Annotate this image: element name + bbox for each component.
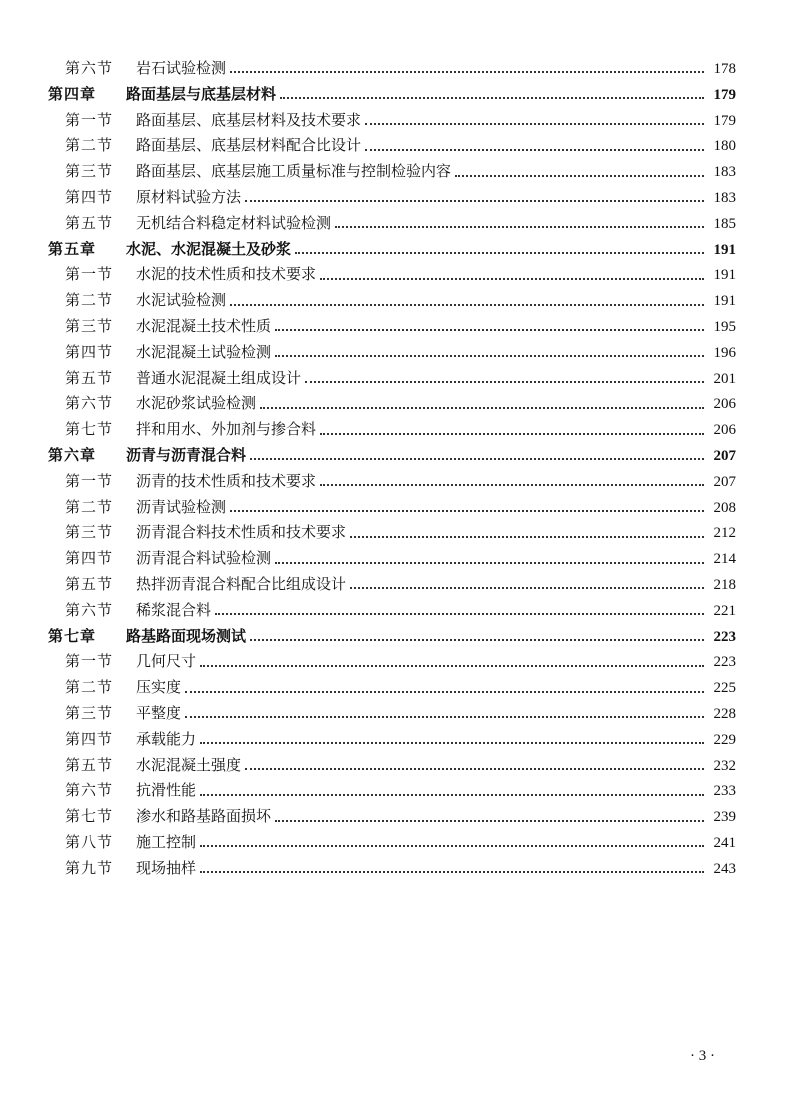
toc-chapter-entry[interactable]: [48, 82, 736, 108]
entry-title: 沥青试验检测: [136, 497, 227, 516]
entry-title: 水泥的技术性质和技术要求: [136, 265, 317, 284]
entry-page-number: 214: [713, 551, 736, 568]
toc-section-entry[interactable]: [48, 675, 736, 701]
dot-leader: [230, 509, 704, 512]
entry-number: 第五节: [65, 755, 114, 774]
dot-leader: [185, 690, 704, 693]
dot-leader: [200, 870, 704, 873]
entry-title: 平整度: [136, 703, 182, 722]
dot-leader: [335, 225, 704, 228]
entry-number: 第三节: [65, 316, 114, 335]
entry-page-number: 180: [713, 138, 736, 155]
entry-number: 第六节: [65, 394, 114, 413]
dot-leader: [280, 96, 704, 99]
dot-leader: [185, 715, 704, 718]
entry-page-number: 195: [713, 318, 736, 335]
entry-title: 水泥、水泥混凝土及砂浆: [126, 239, 292, 258]
dot-leader: [305, 380, 704, 383]
entry-number: 第五节: [65, 574, 114, 593]
dot-leader: [275, 354, 704, 357]
entry-page-number: 229: [713, 731, 736, 748]
dot-leader: [200, 741, 704, 744]
dot-leader: [365, 122, 704, 125]
entry-title: 渗水和路基路面损坏: [136, 807, 272, 826]
entry-title: 普通水泥混凝土组成设计: [136, 368, 302, 387]
toc-section-entry[interactable]: [48, 211, 736, 237]
dot-leader: [320, 483, 704, 486]
entry-title: 施工控制: [136, 832, 197, 851]
entry-page-number: 179: [713, 86, 736, 103]
dot-leader: [275, 819, 704, 822]
entry-number: 第二节: [65, 678, 114, 697]
entry-number: 第六章: [48, 445, 97, 464]
entry-page-number: 191: [713, 267, 736, 284]
entry-title: 承载能力: [136, 729, 197, 748]
toc-chapter-entry[interactable]: [48, 237, 736, 263]
entry-title: 压实度: [136, 678, 182, 697]
entry-title: 路面基层、底基层施工质量标准与控制检验内容: [136, 162, 452, 181]
dot-leader: [275, 561, 704, 564]
toc-chapter-entry[interactable]: [48, 443, 736, 469]
entry-number: 第六节: [65, 600, 114, 619]
dot-leader: [200, 793, 704, 796]
dot-leader: [200, 844, 704, 847]
toc-section-entry[interactable]: [48, 546, 736, 572]
entry-page-number: 191: [713, 241, 736, 258]
entry-page-number: 179: [713, 112, 736, 129]
toc-section-entry[interactable]: [48, 314, 736, 340]
entry-page-number: 228: [713, 705, 736, 722]
entry-number: 第五节: [65, 368, 114, 387]
toc-section-entry[interactable]: [48, 133, 736, 159]
entry-page-number: 201: [713, 370, 736, 387]
page-number: · 3 ·: [690, 1048, 715, 1064]
entry-number: 第一节: [65, 652, 114, 671]
toc-section-entry[interactable]: [48, 598, 736, 624]
dot-leader: [455, 174, 704, 177]
entry-page-number: 225: [713, 680, 736, 697]
entry-page-number: 223: [713, 654, 736, 671]
entry-title: 岩石试验检测: [136, 59, 227, 77]
entry-number: 第三节: [65, 703, 114, 722]
entry-page-number: 207: [713, 447, 736, 464]
dot-leader: [260, 406, 704, 409]
dot-leader: [250, 457, 704, 460]
entry-page-number: 206: [713, 422, 736, 439]
entry-number: 第三节: [65, 523, 114, 542]
toc-section-entry[interactable]: [48, 417, 736, 443]
toc-section-entry[interactable]: [48, 753, 736, 779]
dot-leader: [350, 535, 704, 538]
entry-page-number: 183: [713, 189, 736, 206]
entry-number: 第七节: [65, 420, 114, 439]
entry-number: 第四节: [65, 342, 114, 361]
entry-page-number: 191: [713, 293, 736, 310]
entry-page-number: 178: [713, 61, 736, 77]
toc-section-entry[interactable]: [48, 701, 736, 727]
entry-page-number: 233: [713, 783, 736, 800]
entry-number: 第七节: [65, 807, 114, 826]
toc-section-entry[interactable]: [48, 520, 736, 546]
entry-number: 第五章: [48, 239, 97, 258]
entry-number: 第二节: [65, 497, 114, 516]
toc-section-entry[interactable]: [48, 856, 736, 882]
entry-title: 水泥混凝土技术性质: [136, 316, 272, 335]
entry-page-number: 196: [713, 344, 736, 361]
entry-number: 第六节: [65, 59, 114, 77]
dot-leader: [230, 303, 704, 306]
dot-leader: [250, 638, 704, 641]
toc-section-entry[interactable]: [48, 288, 736, 314]
entry-page-number: 207: [713, 473, 736, 490]
dot-leader: [245, 767, 704, 770]
entry-number: 第五节: [65, 213, 114, 232]
dot-leader: [200, 664, 704, 667]
dot-leader: [215, 612, 704, 615]
toc-section-entry[interactable]: [48, 830, 736, 856]
entry-number: 第一节: [65, 265, 114, 284]
dot-leader: [320, 277, 704, 280]
entry-number: 第四节: [65, 729, 114, 748]
toc-section-entry[interactable]: [48, 804, 736, 830]
toc-section-entry[interactable]: [48, 108, 736, 134]
entry-number: 第八节: [65, 832, 114, 851]
toc-section-entry[interactable]: [48, 391, 736, 417]
toc-section-entry[interactable]: [48, 262, 736, 288]
entry-number: 第一节: [65, 110, 114, 129]
entry-page-number: 239: [713, 809, 736, 826]
toc-section-entry[interactable]: [48, 366, 736, 392]
toc-section-entry[interactable]: [48, 185, 736, 211]
dot-leader: [245, 199, 704, 202]
entry-title: 水泥混凝土强度: [136, 755, 242, 774]
entry-number: 第一节: [65, 471, 114, 490]
entry-title: 沥青混合料技术性质和技术要求: [136, 523, 347, 542]
entry-number: 第二节: [65, 291, 114, 310]
dot-leader: [295, 251, 704, 254]
entry-page-number: 208: [713, 499, 736, 516]
entry-page-number: 212: [713, 525, 736, 542]
toc-section-entry[interactable]: [48, 495, 736, 521]
entry-title: 抗滑性能: [136, 781, 197, 800]
entry-page-number: 206: [713, 396, 736, 413]
entry-page-number: 185: [713, 215, 736, 232]
entry-title: 水泥混凝土试验检测: [136, 342, 272, 361]
entry-page-number: 218: [713, 576, 736, 593]
entry-page-number: 221: [713, 602, 736, 619]
entry-number: 第四节: [65, 549, 114, 568]
entry-page-number: 232: [713, 757, 736, 774]
table-of-contents: [48, 56, 736, 882]
toc-section-entry[interactable]: [48, 727, 736, 753]
entry-number: 第七章: [48, 626, 97, 645]
entry-title: 稀浆混合料: [136, 600, 212, 619]
entry-title: 路基路面现场测试: [126, 626, 247, 645]
entry-title: 原材料试验方法: [136, 187, 242, 206]
dot-leader: [275, 328, 704, 331]
toc-section-entry[interactable]: [48, 340, 736, 366]
entry-title: 热拌沥青混合料配合比组成设计: [136, 574, 347, 593]
dot-leader: [230, 70, 704, 73]
entry-title: 水泥试验检测: [136, 291, 227, 310]
toc-section-entry[interactable]: [48, 469, 736, 495]
entry-page-number: 243: [713, 860, 736, 877]
entry-page-number: 183: [713, 164, 736, 181]
toc-chapter-entry[interactable]: [48, 624, 736, 650]
dot-leader: [350, 586, 704, 589]
entry-title: 路面基层、底基层材料及技术要求: [136, 110, 362, 129]
toc-section-entry[interactable]: [48, 56, 736, 82]
entry-title: 无机结合料稳定材料试验检测: [136, 213, 332, 232]
toc-section-entry[interactable]: [48, 159, 736, 185]
toc-section-entry[interactable]: [48, 572, 736, 598]
entry-page-number: 223: [713, 628, 736, 645]
entry-number: 第二节: [65, 136, 114, 155]
entry-title: 沥青与沥青混合料: [126, 445, 247, 464]
dot-leader: [365, 148, 704, 151]
entry-title: 沥青的技术性质和技术要求: [136, 471, 317, 490]
entry-page-number: 241: [713, 834, 736, 851]
entry-title: 拌和用水、外加剂与掺合料: [136, 420, 317, 439]
toc-section-entry[interactable]: [48, 778, 736, 804]
dot-leader: [320, 432, 704, 435]
entry-title: 路面基层与底基层材料: [126, 84, 277, 103]
entry-number: 第六节: [65, 781, 114, 800]
entry-number: 第四节: [65, 187, 114, 206]
entry-number: 第三节: [65, 162, 114, 181]
entry-title: 现场抽样: [136, 858, 197, 877]
entry-title: 路面基层、底基层材料配合比设计: [136, 136, 362, 155]
entry-title: 几何尺寸: [136, 652, 197, 671]
entry-number: 第九节: [65, 858, 114, 877]
entry-number: 第四章: [48, 84, 97, 103]
entry-title: 水泥砂浆试验检测: [136, 394, 257, 413]
entry-title: 沥青混合料试验检测: [136, 549, 272, 568]
toc-section-entry[interactable]: [48, 649, 736, 675]
